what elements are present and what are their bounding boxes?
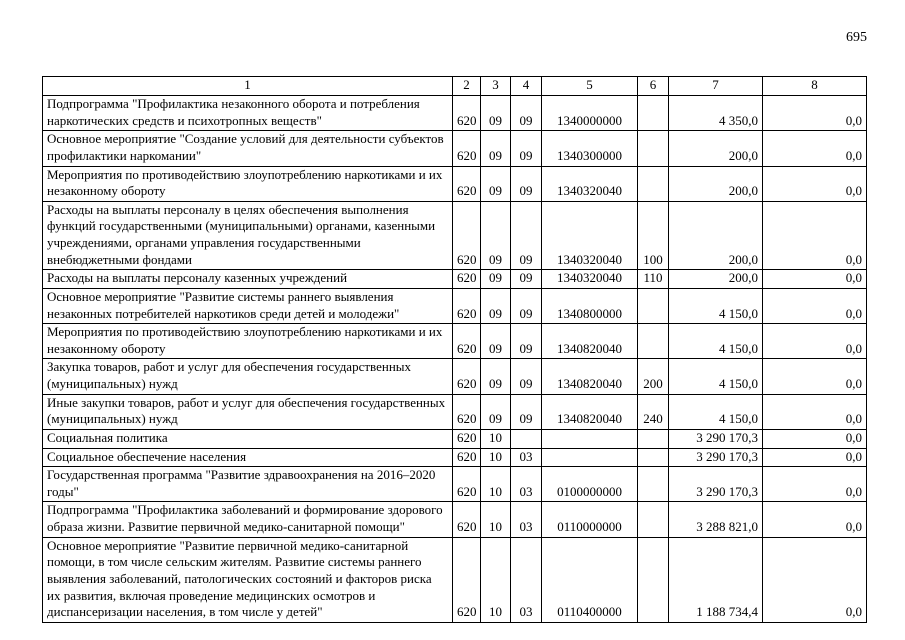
cell-row-name: Социальное обеспечение населения — [43, 448, 453, 467]
cell-rz-code: 09 — [481, 131, 511, 166]
cell-rz-code: 09 — [481, 394, 511, 429]
cell-vr-code — [638, 324, 669, 359]
cell-rz-code: 10 — [481, 502, 511, 537]
cell-rz-code: 09 — [481, 288, 511, 323]
table-row — [43, 537, 867, 622]
cell-amount-planned: 0,0 — [763, 96, 867, 131]
cell-pr-code — [511, 429, 542, 448]
cell-csr-code: 1340820040 — [542, 359, 638, 394]
cell-vr-code: 100 — [638, 201, 669, 270]
cell-vr-code — [638, 166, 669, 201]
cell-amount-planned: 0,0 — [763, 467, 867, 502]
cell-grbs-code: 620 — [453, 288, 481, 323]
cell-csr-code: 1340300000 — [542, 131, 638, 166]
cell-pr-code: 03 — [511, 502, 542, 537]
cell-amount-current: 4 350,0 — [669, 96, 763, 131]
column-header: 3 — [481, 77, 511, 96]
cell-amount-planned: 0,0 — [763, 131, 867, 166]
cell-amount-current: 3 290 170,3 — [669, 467, 763, 502]
table-row — [43, 131, 867, 166]
cell-grbs-code: 620 — [453, 131, 481, 166]
table-row — [43, 359, 867, 394]
column-header: 1 — [43, 77, 453, 96]
cell-pr-code: 03 — [511, 448, 542, 467]
cell-csr-code: 1340820040 — [542, 394, 638, 429]
cell-pr-code: 09 — [511, 324, 542, 359]
cell-rz-code: 09 — [481, 166, 511, 201]
cell-csr-code: 1340320040 — [542, 270, 638, 289]
cell-row-name: Подпрограмма "Профилактика незаконного оборота и потребления наркотических средств и психотропных веществ" — [43, 96, 453, 131]
cell-pr-code: 09 — [511, 359, 542, 394]
table-row — [43, 448, 867, 467]
cell-row-name: Закупка товаров, работ и услуг для обеспечения государственных (муниципальных) нужд — [43, 359, 453, 394]
cell-vr-code — [638, 288, 669, 323]
cell-pr-code: 09 — [511, 288, 542, 323]
cell-amount-current: 200,0 — [669, 201, 763, 270]
cell-rz-code: 10 — [481, 467, 511, 502]
cell-amount-current: 1 188 734,4 — [669, 537, 763, 622]
cell-rz-code: 10 — [481, 429, 511, 448]
table-row — [43, 270, 867, 289]
cell-amount-current: 4 150,0 — [669, 359, 763, 394]
cell-pr-code: 09 — [511, 270, 542, 289]
cell-amount-planned: 0,0 — [763, 394, 867, 429]
cell-amount-current: 4 150,0 — [669, 324, 763, 359]
cell-amount-planned: 0,0 — [763, 448, 867, 467]
cell-amount-planned: 0,0 — [763, 288, 867, 323]
cell-grbs-code: 620 — [453, 467, 481, 502]
cell-csr-code: 1340320040 — [542, 166, 638, 201]
table-row — [43, 201, 867, 270]
cell-rz-code: 09 — [481, 96, 511, 131]
cell-amount-planned: 0,0 — [763, 324, 867, 359]
cell-rz-code: 10 — [481, 537, 511, 622]
cell-row-name: Подпрограмма "Профилактика заболеваний и формирование здорового образа жизни. Развитие первичной медико-санитарной помощи" — [43, 502, 453, 537]
cell-vr-code — [638, 537, 669, 622]
cell-csr-code — [542, 429, 638, 448]
cell-vr-code — [638, 502, 669, 537]
cell-amount-planned: 0,0 — [763, 166, 867, 201]
cell-vr-code — [638, 96, 669, 131]
cell-grbs-code: 620 — [453, 429, 481, 448]
cell-row-name: Основное мероприятие "Развитие первичной медико-санитарной помощи, в том числе сельским жителям. Развитие системы раннего выявления заболеваний, патологических состояний и факторов риска их развития, включая проведение медицинских осмотров и диспансеризации населения, в том числе у детей" — [43, 537, 453, 622]
cell-pr-code: 09 — [511, 96, 542, 131]
cell-amount-current: 4 150,0 — [669, 288, 763, 323]
table-row — [43, 288, 867, 323]
cell-amount-planned: 0,0 — [763, 270, 867, 289]
cell-amount-planned: 0,0 — [763, 429, 867, 448]
cell-amount-current: 3 288 821,0 — [669, 502, 763, 537]
cell-amount-current: 200,0 — [669, 270, 763, 289]
cell-vr-code — [638, 467, 669, 502]
cell-amount-planned: 0,0 — [763, 201, 867, 270]
cell-vr-code — [638, 429, 669, 448]
cell-grbs-code: 620 — [453, 96, 481, 131]
table-body — [43, 77, 867, 623]
table-row — [43, 502, 867, 537]
cell-grbs-code: 620 — [453, 359, 481, 394]
cell-csr-code: 1340820040 — [542, 324, 638, 359]
cell-rz-code: 09 — [481, 270, 511, 289]
cell-vr-code — [638, 448, 669, 467]
cell-grbs-code: 620 — [453, 502, 481, 537]
cell-amount-current: 200,0 — [669, 166, 763, 201]
cell-vr-code: 200 — [638, 359, 669, 394]
column-header: 6 — [638, 77, 669, 96]
cell-csr-code — [542, 448, 638, 467]
cell-csr-code: 0100000000 — [542, 467, 638, 502]
cell-grbs-code: 620 — [453, 324, 481, 359]
table-header-row — [43, 77, 867, 96]
table-row — [43, 429, 867, 448]
cell-amount-current: 3 290 170,3 — [669, 448, 763, 467]
cell-rz-code: 09 — [481, 201, 511, 270]
cell-grbs-code: 620 — [453, 537, 481, 622]
column-header: 5 — [542, 77, 638, 96]
page-number: 695 — [846, 30, 867, 45]
cell-grbs-code: 620 — [453, 201, 481, 270]
cell-row-name: Мероприятия по противодействию злоупотреблению наркотиками и их незаконному обороту — [43, 324, 453, 359]
cell-row-name: Государственная программа "Развитие здравоохранения на 2016–2020 годы" — [43, 467, 453, 502]
cell-amount-current: 4 150,0 — [669, 394, 763, 429]
cell-rz-code: 09 — [481, 324, 511, 359]
cell-amount-planned: 0,0 — [763, 502, 867, 537]
cell-pr-code: 03 — [511, 537, 542, 622]
table-row — [43, 96, 867, 131]
table-row — [43, 166, 867, 201]
cell-csr-code: 1340320040 — [542, 201, 638, 270]
cell-amount-planned: 0,0 — [763, 537, 867, 622]
cell-pr-code: 09 — [511, 166, 542, 201]
cell-rz-code: 10 — [481, 448, 511, 467]
table-row — [43, 394, 867, 429]
cell-row-name: Мероприятия по противодействию злоупотреблению наркотиками и их незаконному обороту — [43, 166, 453, 201]
cell-amount-planned: 0,0 — [763, 359, 867, 394]
table-row — [43, 467, 867, 502]
column-header: 8 — [763, 77, 867, 96]
cell-pr-code: 09 — [511, 131, 542, 166]
cell-row-name: Расходы на выплаты персоналу в целях обеспечения выполнения функций государственными (муниципальными) органами, казенными учреждениями, органами управления государственными внебюджетными фондами — [43, 201, 453, 270]
cell-csr-code: 1340000000 — [542, 96, 638, 131]
cell-pr-code: 09 — [511, 201, 542, 270]
budget-table — [42, 76, 867, 623]
cell-grbs-code: 620 — [453, 394, 481, 429]
column-header: 4 — [511, 77, 542, 96]
cell-amount-current: 200,0 — [669, 131, 763, 166]
column-header: 7 — [669, 77, 763, 96]
cell-grbs-code: 620 — [453, 166, 481, 201]
table-row — [43, 324, 867, 359]
cell-row-name: Основное мероприятие "Создание условий для деятельности субъектов профилактики наркомании" — [43, 131, 453, 166]
cell-csr-code: 1340800000 — [542, 288, 638, 323]
cell-pr-code: 09 — [511, 394, 542, 429]
cell-grbs-code: 620 — [453, 270, 481, 289]
cell-row-name: Социальная политика — [43, 429, 453, 448]
cell-vr-code: 240 — [638, 394, 669, 429]
cell-row-name: Иные закупки товаров, работ и услуг для обеспечения государственных (муниципальных) нужд — [43, 394, 453, 429]
cell-vr-code — [638, 131, 669, 166]
cell-vr-code: 110 — [638, 270, 669, 289]
cell-pr-code: 03 — [511, 467, 542, 502]
column-header: 2 — [453, 77, 481, 96]
cell-row-name: Основное мероприятие "Развитие системы раннего выявления незаконных потребителей наркотиков среди детей и молодежи" — [43, 288, 453, 323]
cell-csr-code: 0110400000 — [542, 537, 638, 622]
cell-rz-code: 09 — [481, 359, 511, 394]
cell-csr-code: 0110000000 — [542, 502, 638, 537]
cell-amount-current: 3 290 170,3 — [669, 429, 763, 448]
cell-row-name: Расходы на выплаты персоналу казенных учреждений — [43, 270, 453, 289]
cell-grbs-code: 620 — [453, 448, 481, 467]
